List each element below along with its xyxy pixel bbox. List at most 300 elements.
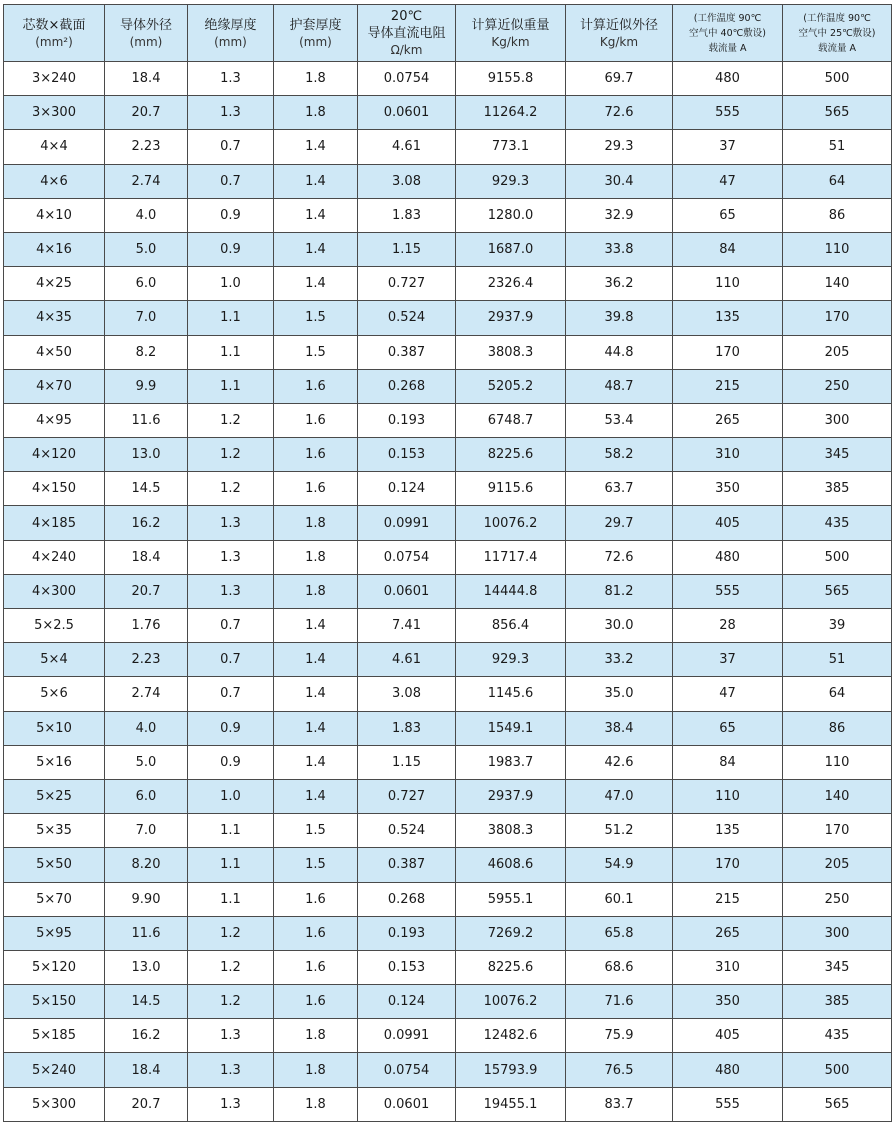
cell-sheath-thickness: 1.5 xyxy=(274,814,358,848)
cell-ampacity-40c: 37 xyxy=(673,130,783,164)
cell-insulation-thickness: 0.9 xyxy=(188,745,274,779)
cell-insulation-thickness: 1.1 xyxy=(188,882,274,916)
cell-core-section: 4×35 xyxy=(4,301,105,335)
cell-insulation-thickness: 1.2 xyxy=(188,985,274,1019)
header-insulation-thickness: 绝缘厚度 (mm) xyxy=(188,5,274,62)
cell-approx-weight: 11264.2 xyxy=(456,96,566,130)
cell-approx-weight: 11717.4 xyxy=(456,540,566,574)
cell-approx-outer-diameter: 69.7 xyxy=(566,62,673,96)
cell-ampacity-40c: 110 xyxy=(673,779,783,813)
cell-sheath-thickness: 1.8 xyxy=(274,506,358,540)
table-row xyxy=(4,916,892,950)
cell-ampacity-40c: 170 xyxy=(673,848,783,882)
cell-dc-resistance: 0.524 xyxy=(358,301,456,335)
table-row xyxy=(4,472,892,506)
cell-dc-resistance: 0.0754 xyxy=(358,540,456,574)
header-ampacity-40c: (工作温度 90℃ 空气中 40℃敷设) 载流量 A xyxy=(673,5,783,62)
header-sheath-thickness: 护套厚度 (mm) xyxy=(274,5,358,62)
cell-dc-resistance: 0.193 xyxy=(358,403,456,437)
cell-sheath-thickness: 1.4 xyxy=(274,779,358,813)
cell-approx-outer-diameter: 81.2 xyxy=(566,574,673,608)
cell-sheath-thickness: 1.4 xyxy=(274,745,358,779)
cell-dc-resistance: 3.08 xyxy=(358,164,456,198)
cell-approx-outer-diameter: 63.7 xyxy=(566,472,673,506)
table-row xyxy=(4,711,892,745)
cell-conductor-diameter: 1.76 xyxy=(105,609,188,643)
cell-ampacity-25c: 110 xyxy=(783,745,892,779)
cell-ampacity-40c: 480 xyxy=(673,540,783,574)
cell-sheath-thickness: 1.4 xyxy=(274,164,358,198)
cell-insulation-thickness: 1.2 xyxy=(188,950,274,984)
cell-insulation-thickness: 1.2 xyxy=(188,916,274,950)
cell-ampacity-25c: 385 xyxy=(783,472,892,506)
table-row xyxy=(4,164,892,198)
cell-approx-outer-diameter: 29.7 xyxy=(566,506,673,540)
cell-dc-resistance: 0.124 xyxy=(358,472,456,506)
cell-insulation-thickness: 1.2 xyxy=(188,472,274,506)
table-row xyxy=(4,1087,892,1121)
cell-conductor-diameter: 4.0 xyxy=(105,198,188,232)
cell-ampacity-40c: 28 xyxy=(673,609,783,643)
header-approx-weight: 计算近似重量 Kg/km xyxy=(456,5,566,62)
cell-dc-resistance: 0.268 xyxy=(358,369,456,403)
cell-core-section: 5×185 xyxy=(4,1019,105,1053)
cell-approx-outer-diameter: 47.0 xyxy=(566,779,673,813)
cell-approx-weight: 10076.2 xyxy=(456,985,566,1019)
cell-approx-weight: 5205.2 xyxy=(456,369,566,403)
table-row xyxy=(4,96,892,130)
header-row xyxy=(4,5,892,62)
cell-conductor-diameter: 11.6 xyxy=(105,403,188,437)
cell-ampacity-40c: 215 xyxy=(673,882,783,916)
cell-ampacity-25c: 205 xyxy=(783,335,892,369)
cell-conductor-diameter: 8.20 xyxy=(105,848,188,882)
table-row xyxy=(4,506,892,540)
table-row xyxy=(4,62,892,96)
cell-core-section: 4×25 xyxy=(4,267,105,301)
table-row xyxy=(4,814,892,848)
cell-ampacity-40c: 84 xyxy=(673,745,783,779)
cell-ampacity-25c: 51 xyxy=(783,130,892,164)
cell-approx-weight: 2326.4 xyxy=(456,267,566,301)
cell-approx-outer-diameter: 60.1 xyxy=(566,882,673,916)
cell-approx-outer-diameter: 71.6 xyxy=(566,985,673,1019)
cell-approx-outer-diameter: 30.0 xyxy=(566,609,673,643)
cell-sheath-thickness: 1.5 xyxy=(274,335,358,369)
cell-approx-weight: 3808.3 xyxy=(456,814,566,848)
cell-sheath-thickness: 1.6 xyxy=(274,472,358,506)
cell-dc-resistance: 0.727 xyxy=(358,267,456,301)
cell-conductor-diameter: 6.0 xyxy=(105,779,188,813)
cell-conductor-diameter: 14.5 xyxy=(105,985,188,1019)
cell-ampacity-25c: 345 xyxy=(783,438,892,472)
cell-conductor-diameter: 8.2 xyxy=(105,335,188,369)
table-row xyxy=(4,335,892,369)
table-row xyxy=(4,301,892,335)
cell-sheath-thickness: 1.6 xyxy=(274,882,358,916)
cell-approx-outer-diameter: 76.5 xyxy=(566,1053,673,1087)
table-row xyxy=(4,950,892,984)
cell-conductor-diameter: 20.7 xyxy=(105,574,188,608)
cell-ampacity-25c: 39 xyxy=(783,609,892,643)
cell-dc-resistance: 0.0754 xyxy=(358,1053,456,1087)
cell-dc-resistance: 4.61 xyxy=(358,130,456,164)
header-ampacity-25c: (工作温度 90℃ 空气中 25℃敷设) 载流量 A xyxy=(783,5,892,62)
cell-dc-resistance: 7.41 xyxy=(358,609,456,643)
cell-core-section: 4×185 xyxy=(4,506,105,540)
cell-ampacity-25c: 64 xyxy=(783,677,892,711)
cell-ampacity-25c: 51 xyxy=(783,643,892,677)
cell-approx-weight: 929.3 xyxy=(456,164,566,198)
cell-ampacity-40c: 480 xyxy=(673,1053,783,1087)
cell-core-section: 5×240 xyxy=(4,1053,105,1087)
cell-ampacity-25c: 250 xyxy=(783,369,892,403)
cell-core-section: 5×25 xyxy=(4,779,105,813)
cell-core-section: 4×150 xyxy=(4,472,105,506)
table-row xyxy=(4,130,892,164)
cell-insulation-thickness: 1.2 xyxy=(188,403,274,437)
cell-ampacity-40c: 350 xyxy=(673,985,783,1019)
cell-ampacity-40c: 135 xyxy=(673,814,783,848)
table-row xyxy=(4,779,892,813)
cell-insulation-thickness: 1.0 xyxy=(188,779,274,813)
table-row xyxy=(4,848,892,882)
cell-core-section: 3×300 xyxy=(4,96,105,130)
cell-sheath-thickness: 1.4 xyxy=(274,198,358,232)
cell-ampacity-40c: 310 xyxy=(673,438,783,472)
cell-approx-outer-diameter: 54.9 xyxy=(566,848,673,882)
table-row xyxy=(4,677,892,711)
cell-approx-weight: 9115.6 xyxy=(456,472,566,506)
cell-core-section: 5×50 xyxy=(4,848,105,882)
cell-ampacity-25c: 140 xyxy=(783,779,892,813)
cell-dc-resistance: 0.0601 xyxy=(358,96,456,130)
cell-approx-outer-diameter: 72.6 xyxy=(566,96,673,130)
cell-core-section: 4×120 xyxy=(4,438,105,472)
cell-approx-outer-diameter: 33.2 xyxy=(566,643,673,677)
cell-approx-outer-diameter: 68.6 xyxy=(566,950,673,984)
cell-core-section: 4×10 xyxy=(4,198,105,232)
cell-ampacity-25c: 565 xyxy=(783,574,892,608)
cell-core-section: 5×10 xyxy=(4,711,105,745)
table-row xyxy=(4,1053,892,1087)
cell-core-section: 4×4 xyxy=(4,130,105,164)
cell-core-section: 5×300 xyxy=(4,1087,105,1121)
cell-approx-outer-diameter: 44.8 xyxy=(566,335,673,369)
cell-dc-resistance: 0.387 xyxy=(358,848,456,882)
cell-sheath-thickness: 1.4 xyxy=(274,711,358,745)
header-dc-resistance: 20℃ 导体直流电阻 Ω/km xyxy=(358,5,456,62)
header-conductor-diameter: 导体外径 (mm) xyxy=(105,5,188,62)
cell-approx-weight: 1280.0 xyxy=(456,198,566,232)
cell-insulation-thickness: 1.3 xyxy=(188,574,274,608)
cell-ampacity-25c: 435 xyxy=(783,1019,892,1053)
cell-dc-resistance: 0.0991 xyxy=(358,1019,456,1053)
cell-sheath-thickness: 1.6 xyxy=(274,369,358,403)
cell-insulation-thickness: 1.1 xyxy=(188,301,274,335)
cell-insulation-thickness: 0.7 xyxy=(188,130,274,164)
cell-sheath-thickness: 1.5 xyxy=(274,301,358,335)
cell-ampacity-40c: 84 xyxy=(673,232,783,266)
cell-sheath-thickness: 1.8 xyxy=(274,1087,358,1121)
cell-approx-weight: 10076.2 xyxy=(456,506,566,540)
cell-ampacity-40c: 47 xyxy=(673,164,783,198)
cell-conductor-diameter: 14.5 xyxy=(105,472,188,506)
header-core-section: 芯数×截面 (mm²) xyxy=(4,5,105,62)
cell-conductor-diameter: 18.4 xyxy=(105,62,188,96)
cell-insulation-thickness: 0.7 xyxy=(188,677,274,711)
cell-ampacity-25c: 86 xyxy=(783,711,892,745)
cell-sheath-thickness: 1.4 xyxy=(274,130,358,164)
cell-insulation-thickness: 0.7 xyxy=(188,609,274,643)
cell-insulation-thickness: 1.0 xyxy=(188,267,274,301)
cell-ampacity-40c: 350 xyxy=(673,472,783,506)
cell-ampacity-25c: 565 xyxy=(783,1087,892,1121)
cell-approx-weight: 14444.8 xyxy=(456,574,566,608)
cell-approx-weight: 3808.3 xyxy=(456,335,566,369)
cell-approx-weight: 1549.1 xyxy=(456,711,566,745)
cell-approx-weight: 856.4 xyxy=(456,609,566,643)
cell-core-section: 4×16 xyxy=(4,232,105,266)
cell-ampacity-25c: 205 xyxy=(783,848,892,882)
cell-core-section: 5×4 xyxy=(4,643,105,677)
cable-spec-table-container xyxy=(3,4,892,1122)
cell-ampacity-25c: 170 xyxy=(783,814,892,848)
cell-dc-resistance: 0.153 xyxy=(358,950,456,984)
cell-insulation-thickness: 0.9 xyxy=(188,198,274,232)
cell-insulation-thickness: 1.3 xyxy=(188,540,274,574)
header-approx-outer-diameter: 计算近似外径 Kg/km xyxy=(566,5,673,62)
cell-sheath-thickness: 1.4 xyxy=(274,609,358,643)
cell-dc-resistance: 1.83 xyxy=(358,711,456,745)
cell-approx-weight: 7269.2 xyxy=(456,916,566,950)
cell-conductor-diameter: 18.4 xyxy=(105,540,188,574)
cell-sheath-thickness: 1.6 xyxy=(274,438,358,472)
cell-conductor-diameter: 5.0 xyxy=(105,232,188,266)
cell-approx-weight: 15793.9 xyxy=(456,1053,566,1087)
cell-ampacity-40c: 65 xyxy=(673,711,783,745)
cell-dc-resistance: 0.727 xyxy=(358,779,456,813)
cell-approx-outer-diameter: 42.6 xyxy=(566,745,673,779)
cell-dc-resistance: 4.61 xyxy=(358,643,456,677)
cell-dc-resistance: 0.0754 xyxy=(358,62,456,96)
cell-ampacity-40c: 110 xyxy=(673,267,783,301)
cell-core-section: 5×150 xyxy=(4,985,105,1019)
cell-sheath-thickness: 1.8 xyxy=(274,1019,358,1053)
cell-approx-weight: 1983.7 xyxy=(456,745,566,779)
cell-sheath-thickness: 1.8 xyxy=(274,540,358,574)
cell-approx-outer-diameter: 38.4 xyxy=(566,711,673,745)
cell-conductor-diameter: 20.7 xyxy=(105,96,188,130)
cell-approx-weight: 2937.9 xyxy=(456,779,566,813)
cell-core-section: 5×70 xyxy=(4,882,105,916)
cell-ampacity-25c: 500 xyxy=(783,1053,892,1087)
cell-dc-resistance: 1.15 xyxy=(358,232,456,266)
cell-approx-outer-diameter: 65.8 xyxy=(566,916,673,950)
cell-ampacity-40c: 555 xyxy=(673,96,783,130)
cell-approx-weight: 1687.0 xyxy=(456,232,566,266)
cell-approx-weight: 2937.9 xyxy=(456,301,566,335)
cell-approx-outer-diameter: 75.9 xyxy=(566,1019,673,1053)
cell-ampacity-25c: 250 xyxy=(783,882,892,916)
cell-approx-weight: 1145.6 xyxy=(456,677,566,711)
cell-core-section: 4×300 xyxy=(4,574,105,608)
cell-approx-outer-diameter: 36.2 xyxy=(566,267,673,301)
cell-insulation-thickness: 0.9 xyxy=(188,232,274,266)
cell-core-section: 4×6 xyxy=(4,164,105,198)
cell-approx-weight: 773.1 xyxy=(456,130,566,164)
cell-core-section: 4×50 xyxy=(4,335,105,369)
cell-conductor-diameter: 13.0 xyxy=(105,950,188,984)
cell-ampacity-40c: 480 xyxy=(673,62,783,96)
cell-ampacity-40c: 555 xyxy=(673,1087,783,1121)
cell-insulation-thickness: 1.1 xyxy=(188,848,274,882)
cell-approx-weight: 929.3 xyxy=(456,643,566,677)
cell-ampacity-40c: 405 xyxy=(673,1019,783,1053)
cell-sheath-thickness: 1.4 xyxy=(274,267,358,301)
cell-approx-weight: 6748.7 xyxy=(456,403,566,437)
table-row xyxy=(4,232,892,266)
table-row xyxy=(4,745,892,779)
cell-conductor-diameter: 9.90 xyxy=(105,882,188,916)
cell-insulation-thickness: 1.2 xyxy=(188,438,274,472)
cell-ampacity-40c: 555 xyxy=(673,574,783,608)
cell-approx-outer-diameter: 32.9 xyxy=(566,198,673,232)
cell-approx-outer-diameter: 35.0 xyxy=(566,677,673,711)
cell-ampacity-40c: 65 xyxy=(673,198,783,232)
cell-approx-outer-diameter: 48.7 xyxy=(566,369,673,403)
cell-ampacity-25c: 385 xyxy=(783,985,892,1019)
table-row xyxy=(4,609,892,643)
cell-ampacity-25c: 300 xyxy=(783,916,892,950)
cell-core-section: 4×240 xyxy=(4,540,105,574)
cell-conductor-diameter: 13.0 xyxy=(105,438,188,472)
cell-ampacity-25c: 500 xyxy=(783,62,892,96)
cell-core-section: 5×2.5 xyxy=(4,609,105,643)
cell-ampacity-40c: 37 xyxy=(673,643,783,677)
cell-sheath-thickness: 1.4 xyxy=(274,232,358,266)
cell-conductor-diameter: 4.0 xyxy=(105,711,188,745)
cell-approx-weight: 9155.8 xyxy=(456,62,566,96)
cell-approx-outer-diameter: 53.4 xyxy=(566,403,673,437)
cell-dc-resistance: 0.387 xyxy=(358,335,456,369)
cell-core-section: 5×6 xyxy=(4,677,105,711)
cell-ampacity-25c: 300 xyxy=(783,403,892,437)
cell-ampacity-25c: 565 xyxy=(783,96,892,130)
cell-ampacity-25c: 435 xyxy=(783,506,892,540)
table-row xyxy=(4,438,892,472)
cell-conductor-diameter: 2.23 xyxy=(105,643,188,677)
cell-ampacity-25c: 500 xyxy=(783,540,892,574)
cell-sheath-thickness: 1.8 xyxy=(274,1053,358,1087)
cell-approx-weight: 8225.6 xyxy=(456,438,566,472)
cell-insulation-thickness: 0.9 xyxy=(188,711,274,745)
cell-conductor-diameter: 5.0 xyxy=(105,745,188,779)
cell-conductor-diameter: 2.74 xyxy=(105,164,188,198)
cell-dc-resistance: 0.0601 xyxy=(358,1087,456,1121)
table-row xyxy=(4,403,892,437)
cell-approx-outer-diameter: 51.2 xyxy=(566,814,673,848)
cell-approx-weight: 12482.6 xyxy=(456,1019,566,1053)
cell-sheath-thickness: 1.4 xyxy=(274,643,358,677)
cell-core-section: 5×120 xyxy=(4,950,105,984)
cell-conductor-diameter: 11.6 xyxy=(105,916,188,950)
cell-ampacity-40c: 265 xyxy=(673,403,783,437)
cell-core-section: 3×240 xyxy=(4,62,105,96)
cell-sheath-thickness: 1.4 xyxy=(274,677,358,711)
cell-insulation-thickness: 1.3 xyxy=(188,1019,274,1053)
cell-ampacity-25c: 110 xyxy=(783,232,892,266)
cell-dc-resistance: 0.524 xyxy=(358,814,456,848)
cell-ampacity-25c: 64 xyxy=(783,164,892,198)
cell-ampacity-25c: 170 xyxy=(783,301,892,335)
cell-approx-outer-diameter: 33.8 xyxy=(566,232,673,266)
cell-dc-resistance: 3.08 xyxy=(358,677,456,711)
cell-approx-weight: 5955.1 xyxy=(456,882,566,916)
cell-ampacity-25c: 345 xyxy=(783,950,892,984)
cell-conductor-diameter: 2.23 xyxy=(105,130,188,164)
cell-insulation-thickness: 0.7 xyxy=(188,164,274,198)
cell-sheath-thickness: 1.8 xyxy=(274,62,358,96)
cell-conductor-diameter: 18.4 xyxy=(105,1053,188,1087)
cell-dc-resistance: 0.0991 xyxy=(358,506,456,540)
cell-sheath-thickness: 1.6 xyxy=(274,950,358,984)
cell-sheath-thickness: 1.6 xyxy=(274,916,358,950)
cell-insulation-thickness: 1.1 xyxy=(188,369,274,403)
cell-core-section: 5×16 xyxy=(4,745,105,779)
cell-core-section: 5×95 xyxy=(4,916,105,950)
cell-sheath-thickness: 1.8 xyxy=(274,574,358,608)
cell-conductor-diameter: 7.0 xyxy=(105,301,188,335)
cell-approx-weight: 4608.6 xyxy=(456,848,566,882)
cell-dc-resistance: 0.0601 xyxy=(358,574,456,608)
cell-insulation-thickness: 1.3 xyxy=(188,506,274,540)
cell-conductor-diameter: 9.9 xyxy=(105,369,188,403)
cell-conductor-diameter: 7.0 xyxy=(105,814,188,848)
cell-ampacity-40c: 310 xyxy=(673,950,783,984)
cell-approx-outer-diameter: 72.6 xyxy=(566,540,673,574)
table-row xyxy=(4,574,892,608)
table-body xyxy=(4,62,892,1122)
cell-approx-outer-diameter: 30.4 xyxy=(566,164,673,198)
cell-sheath-thickness: 1.6 xyxy=(274,985,358,1019)
cell-insulation-thickness: 0.7 xyxy=(188,643,274,677)
table-row xyxy=(4,1019,892,1053)
cell-insulation-thickness: 1.3 xyxy=(188,1053,274,1087)
cell-conductor-diameter: 16.2 xyxy=(105,506,188,540)
cell-dc-resistance: 0.268 xyxy=(358,882,456,916)
table-row xyxy=(4,198,892,232)
cell-insulation-thickness: 1.1 xyxy=(188,335,274,369)
cell-ampacity-40c: 405 xyxy=(673,506,783,540)
cell-dc-resistance: 1.83 xyxy=(358,198,456,232)
table-row xyxy=(4,985,892,1019)
cell-dc-resistance: 0.153 xyxy=(358,438,456,472)
cell-approx-outer-diameter: 58.2 xyxy=(566,438,673,472)
table-row xyxy=(4,882,892,916)
cell-insulation-thickness: 1.3 xyxy=(188,1087,274,1121)
cell-ampacity-40c: 135 xyxy=(673,301,783,335)
cell-ampacity-40c: 215 xyxy=(673,369,783,403)
cell-dc-resistance: 1.15 xyxy=(358,745,456,779)
cell-sheath-thickness: 1.5 xyxy=(274,848,358,882)
cell-ampacity-40c: 265 xyxy=(673,916,783,950)
cell-ampacity-40c: 47 xyxy=(673,677,783,711)
cable-spec-table xyxy=(3,4,892,1122)
cell-insulation-thickness: 1.3 xyxy=(188,62,274,96)
cell-ampacity-40c: 170 xyxy=(673,335,783,369)
cell-dc-resistance: 0.124 xyxy=(358,985,456,1019)
